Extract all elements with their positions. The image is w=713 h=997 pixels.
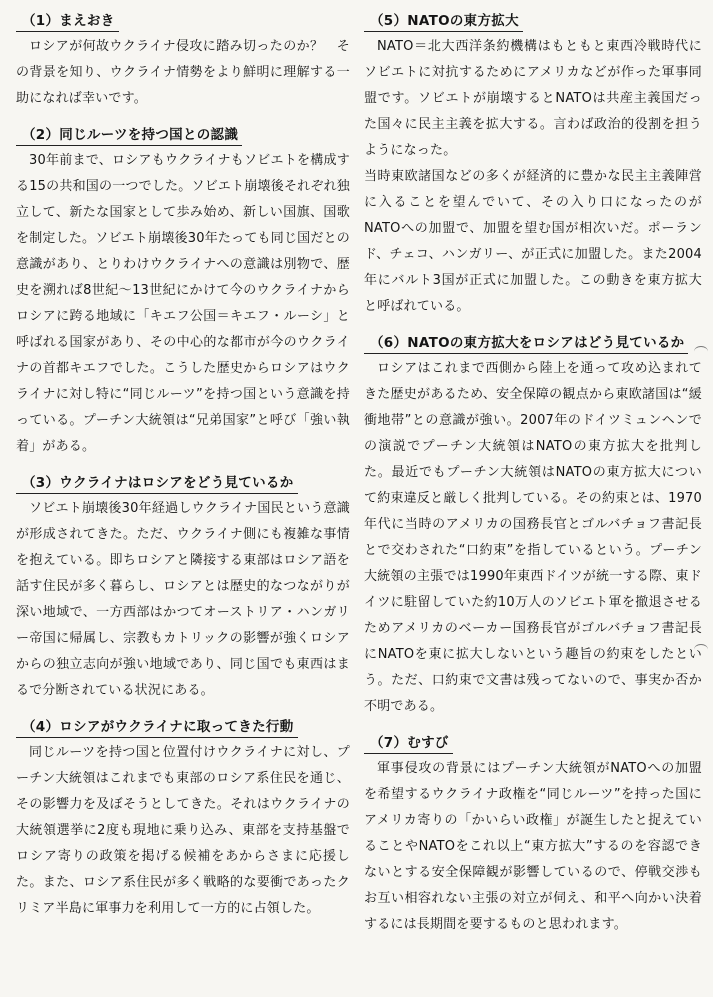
- section-heading: （3）ウクライナはロシアをどう見ているか: [16, 473, 298, 494]
- section-paragraph: 軍事侵攻の背景にはプーチン大統領がNATOへの加盟を希望するウクライナ政権を“同じルーツ”を持った国にアメリカ寄りの「かいらい政権」が誕生したと捉えていることやNATOをこれ以上“東方拡大”するのを容認できないとする安全保障観が影響しているので、停戦交渉もお互い相容れない主張の対立が伺え、和平へ向かい決着するには長期間を要するものと思われます。: [364, 761, 702, 932]
- right-column: [364, 10, 702, 997]
- section-paragraph: 同じルーツを持つ国と位置付けウクライナに対し、プーチン大統領はこれまでも東部のロシア系住民を通じ、その影響力を及ぼそうとしてきた。それはウクライナの大統領選挙に2度も現地に乗り込み、東部を支持基盤でロシア寄りの政策を掲げる候補をあからさまに応援した。また、ロシア系住民が多く戦略的な要衝であったクリミア半島に軍事力を利用して一方的に占領した。: [16, 745, 350, 916]
- section-nato-expansion: [364, 10, 702, 320]
- section-heading: （5）NATOの東方拡大: [364, 11, 523, 32]
- section-paragraph: 30年前まで、ロシアもウクライナもソビエトを構成する15の共和国の一つでした。ソビエト崩壊後それぞれ独立して、新たな国家として歩み始め、新しい国旗、国歌を制定した。ソビエト崩壊後30年たっても同じ国だとの意識があり、とりわけウクライナへの意識は別物で、歴史を溯れば8世紀～13世紀にかけて今のウクライナからロシアに跨る地域に「キエフ公国＝キエフ・ルーシ」と呼ばれる国家があり、その中心的な都市が今のウクライナの首都キエフでした。こうした歴史からロシアはウクライナに対し特に“同じルーツ”を持つ国という意識を持っている。プーチン大統領は“兄弟国家”と呼び「強い執着」がある。: [16, 153, 350, 454]
- margin-fold-mark: [694, 346, 708, 357]
- section-paragraph: ロシアはこれまで西側から陸上を通って攻め込まれてきた歴史があるため、安全保障の観点から東欧諸国は“緩衝地帯”との意識が強い。2007年のドイツミュンヘンでの演説でプーチン大統領はNATOの東方拡大を批判した。最近でもプーチン大統領はNATOの東方拡大について約束違反と厳しく批判している。その約束とは、1970年代に当時のアメリカの国務長官とゴルバチョフ書記長とで交わされた“口約束”を指しているという。プーチン大統領の主張では1990年東西ドイツが統一する際、東ドイツに駐留していた約10万人のソビエト軍を撤退させるためアメリカのベーカー国務長官がゴルバチョフ書記長にNATOを東に拡大しないという趣旨の約束をしたという。ただ、口約束で文書は残ってないので、事実か否か不明である。: [364, 361, 702, 714]
- section-ukraine-view: [16, 472, 350, 704]
- section-paragraph: ロシアが何故ウクライナ侵攻に踏み切ったのか？ その背景を知り、ウクライナ情勢をより鮮明に理解する一助になれば幸いです。: [16, 39, 350, 106]
- margin-fold-mark: [694, 644, 708, 655]
- section-heading: （1）まえおき: [16, 11, 119, 32]
- section-heading: （2）同じルーツを持つ国との認識: [16, 125, 242, 146]
- section-russia-actions: [16, 716, 350, 922]
- section-russia-on-nato: [364, 332, 702, 720]
- section-introduction: [16, 10, 350, 112]
- section-paragraph: ソビエト崩壊後30年経過しウクライナ国民という意識が形成されてきた。ただ、ウクライナ側にも複雑な事情を抱えている。即ちロシアと隣接する東部はロシア語を話す住民が多く暮らし、ロシアとは歴史的なつながりが深い地域で、一方西部はかつてオーストリア・ハンガリー帝国に帰属し、宗教もカトリックの影響が強くロシアからの独立志向が強い地域であり、同じ国でも東西はまるで分断されている状況にある。: [16, 501, 350, 698]
- section-heading: （6）NATOの東方拡大をロシアはどう見ているか: [364, 333, 688, 354]
- section-same-roots: [16, 124, 350, 460]
- left-column: [16, 10, 350, 997]
- section-paragraph: 当時東欧諸国などの多くが経済的に豊かな民主主義陣営に入ることを望んでいて、その入り口になったのがNATOへの加盟で、加盟を望む国が相次いだ。ポーランド、チェコ、ハンガリー、が正式に加盟した。また2004年にバルト3国が正式に加盟した。この動きを東方拡大と呼ばれている。: [364, 169, 702, 314]
- section-heading: （4）ロシアがウクライナに取ってきた行動: [16, 717, 298, 738]
- section-conclusion: [364, 732, 702, 938]
- section-heading: （7）むすび: [364, 733, 453, 754]
- section-paragraph: NATO＝北大西洋条約機構はもともと東西冷戦時代にソビエトに対抗するためにアメリカなどが作った軍事同盟です。ソビエトが崩壊するとNATOは共産主義国だった国々に民主主義を拡大する。言わば政治的役割を担うようになった。: [364, 39, 702, 158]
